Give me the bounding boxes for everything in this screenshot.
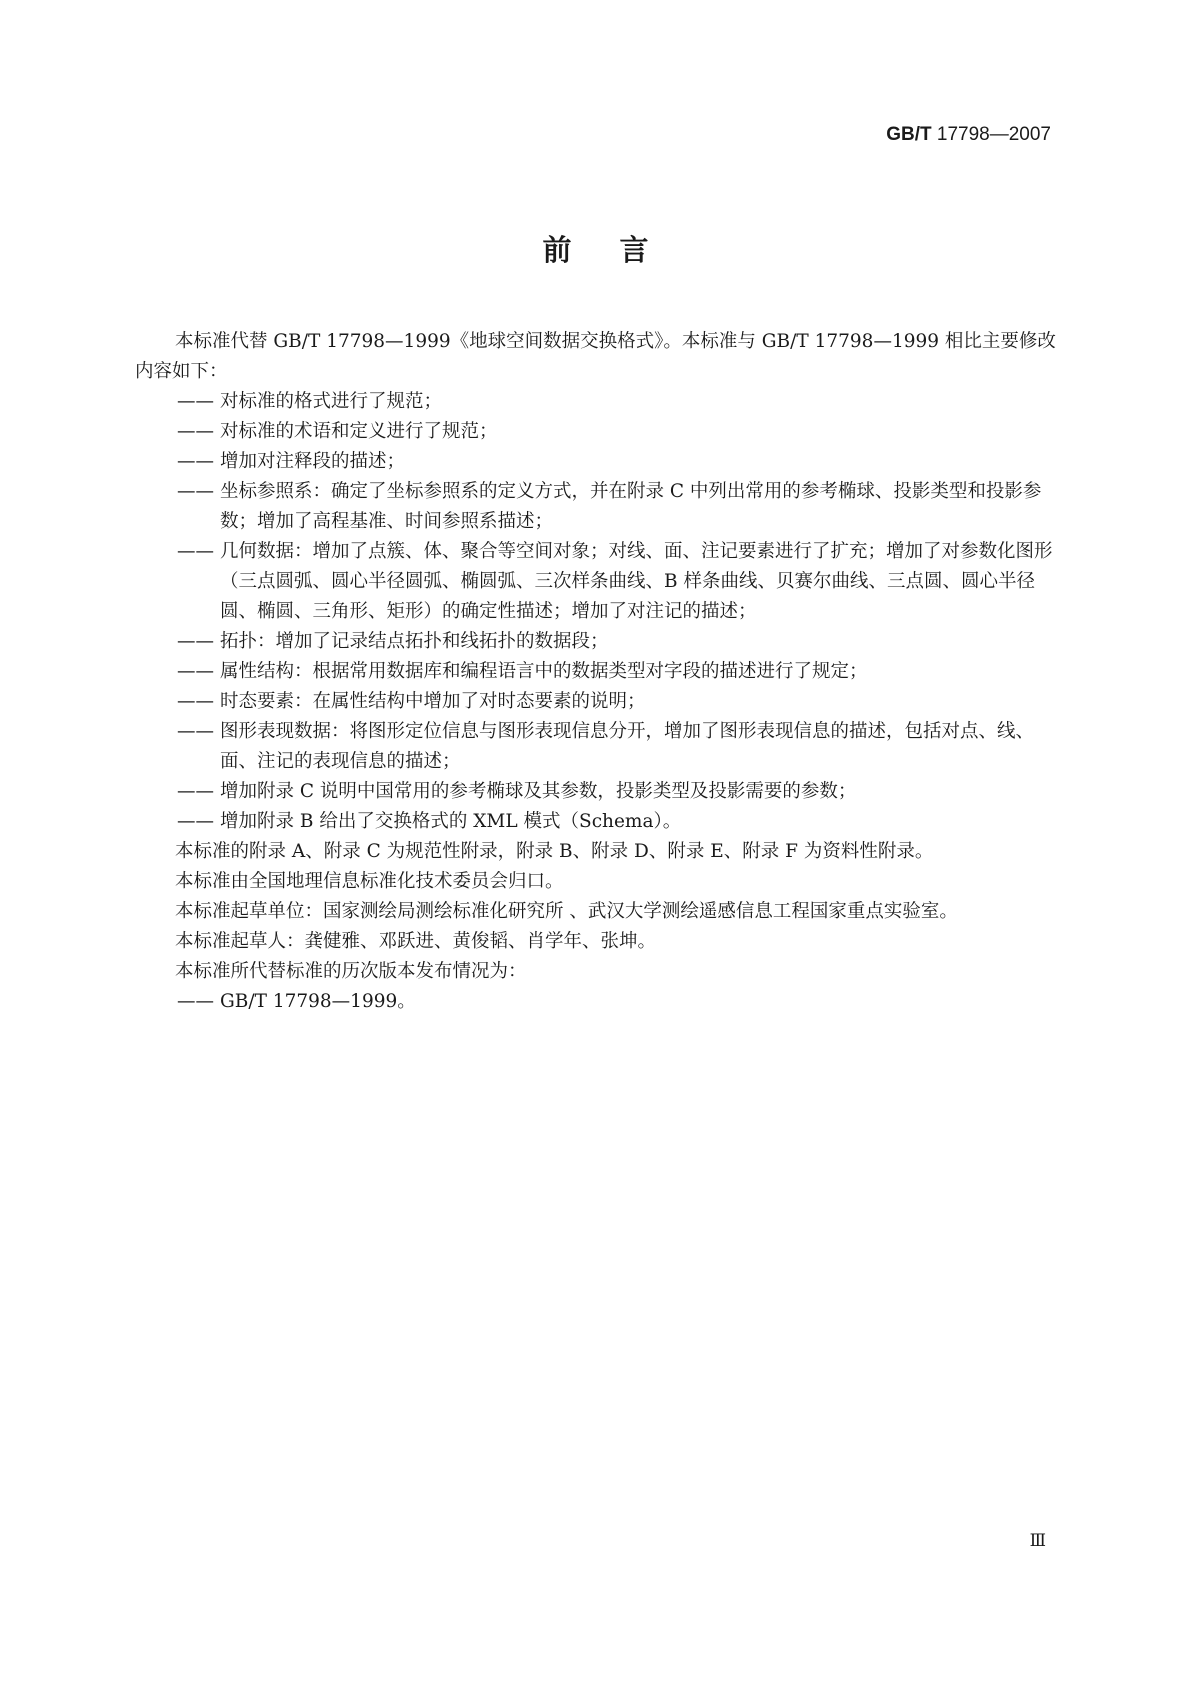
- list-item: [135, 447, 1060, 477]
- item-dash: ——: [177, 781, 214, 802]
- item-text: 几何数据：增加了点簇、体、聚合等空间对象；对线、面、注记要素进行了扩充；增加了对参数化图形（三点圆弧、圆心半径圆弧、椭圆弧、三次样条曲线、B 样条曲线、贝赛尔曲线、三点圆、圆心半径圆、椭圆、三角形、矩形）的确定性描述；增加了对注记的描述；: [220, 541, 1053, 622]
- committee-paragraph: 本标准由全国地理信息标准化技术委员会归口。: [175, 871, 564, 892]
- document-body: [135, 327, 1060, 1017]
- item-text: 属性结构：根据常用数据库和编程语言中的数据类型对字段的描述进行了规定；: [220, 661, 868, 682]
- standard-code-number: 17798—2007: [931, 124, 1051, 145]
- item-text: 拓扑：增加了记录结点拓扑和线拓扑的数据段；: [220, 631, 609, 652]
- list-item: [135, 987, 1060, 1017]
- item-dash: ——: [177, 661, 214, 682]
- item-dash: ——: [177, 991, 214, 1012]
- item-dash: ——: [177, 481, 214, 502]
- list-item: [135, 657, 1060, 687]
- item-text: 时态要素：在属性结构中增加了对时态要素的说明；: [220, 691, 646, 712]
- annex-paragraph: 本标准的附录 A、附录 C 为规范性附录，附录 B、附录 D、附录 E、附录 F 为资料性附录。: [175, 841, 934, 862]
- item-dash: ——: [177, 391, 214, 412]
- history-intro-paragraph: 本标准所代替标准的历次版本发布情况为：: [175, 961, 527, 982]
- item-dash: ——: [177, 541, 214, 562]
- item-text: 增加附录 B 给出了交换格式的 XML 模式（Schema）。: [220, 811, 682, 832]
- item-text: 增加对注释段的描述；: [220, 451, 406, 472]
- list-item: [135, 417, 1060, 447]
- history-list: [135, 987, 1060, 1017]
- item-dash: ——: [177, 421, 214, 442]
- item-dash: ——: [177, 811, 214, 832]
- item-text: 增加附录 C 说明中国常用的参考椭球及其参数，投影类型及投影需要的参数；: [220, 781, 857, 802]
- item-text: 对标准的格式进行了规范；: [220, 391, 443, 412]
- list-item: [135, 807, 1060, 837]
- list-item: [135, 387, 1060, 417]
- item-dash: ——: [177, 631, 214, 652]
- item-text: 坐标参照系：确定了坐标参照系的定义方式，并在附录 C 中列出常用的参考椭球、投影类型和投影参数；增加了高程基准、时间参照系描述；: [220, 481, 1042, 532]
- item-text: 对标准的术语和定义进行了规范；: [220, 421, 498, 442]
- item-dash: ——: [177, 451, 214, 472]
- intro-paragraph: 本标准代替 GB/T 17798—1999《地球空间数据交换格式》。本标准与 GB/T 17798—1999 相比主要修改内容如下：: [135, 331, 1056, 382]
- list-item: [135, 687, 1060, 717]
- drafters-paragraph: 本标准起草人：龚健雅、邓跃进、黄俊韬、肖学年、张坤。: [175, 931, 657, 952]
- item-dash: ——: [177, 721, 214, 742]
- list-item: [135, 717, 1060, 777]
- drafting-unit-paragraph: 本标准起草单位：国家测绘局测绘标准化研究所 、武汉大学测绘遥感信息工程国家重点实验室。: [175, 901, 958, 922]
- page-title: 前言: [542, 233, 697, 267]
- list-item: [135, 537, 1060, 627]
- standard-code-prefix: GB/T: [886, 124, 932, 145]
- list-item: [135, 477, 1060, 537]
- item-dash: ——: [177, 691, 214, 712]
- item-text: 图形表现数据：将图形定位信息与图形表现信息分开，增加了图形表现信息的描述，包括对点、线、面、注记的表现信息的描述；: [220, 721, 1035, 772]
- page-number: Ⅲ: [1029, 1531, 1046, 1551]
- changes-list: [135, 387, 1060, 837]
- standard-code: [886, 124, 1051, 146]
- list-item: [135, 627, 1060, 657]
- item-text: GB/T 17798—1999。: [220, 991, 416, 1012]
- list-item: [135, 777, 1060, 807]
